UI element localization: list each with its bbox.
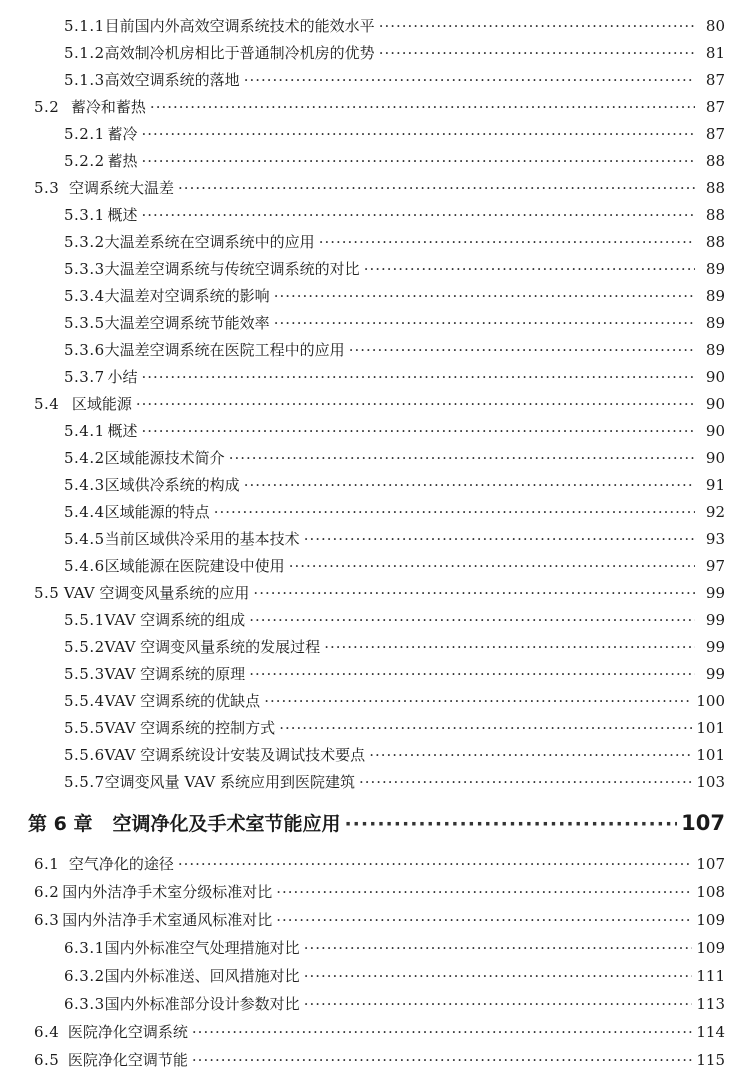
dot-leader (369, 741, 692, 769)
dot-leader (178, 850, 693, 878)
page-number: 111 (696, 967, 725, 985)
chapter-number: 第 6 章 (28, 813, 93, 835)
page-number: 99 (705, 584, 725, 602)
page-number: 99 (705, 665, 725, 683)
dot-leader (244, 471, 695, 499)
dot-leader (142, 201, 696, 229)
page-number: 91 (705, 476, 725, 494)
section-number: 5.1.3 (64, 71, 105, 89)
section-title: 大温差对空调系统的影响 (104, 287, 270, 305)
section-title: 区域能源技术简介 (104, 449, 225, 467)
toc-entry[interactable] (64, 498, 725, 526)
section-title: 国内外标准部分设计参数对比 (104, 995, 300, 1013)
section-number: 5.4.3 (64, 476, 105, 494)
chapter-heading[interactable] (28, 806, 725, 840)
toc-entry[interactable] (64, 525, 725, 553)
page-number: 90 (705, 449, 725, 467)
page-number: 114 (696, 1023, 725, 1041)
toc-entry[interactable] (64, 633, 725, 661)
dot-leader (249, 660, 695, 688)
section-number: 5.5 (34, 584, 60, 602)
section-title: VAV 空调系统的原理 (104, 665, 246, 683)
page-number: 89 (705, 341, 725, 359)
section-title: 当前区域供冷采用的基本技术 (104, 530, 300, 548)
section-title: 小结 (107, 368, 138, 386)
section-number: 6.3 (34, 911, 60, 929)
section-title: 国内外洁净手术室分级标准对比 (62, 883, 273, 901)
section-number: 5.5.2 (64, 638, 105, 656)
toc-entry[interactable] (64, 471, 725, 499)
section-title: 蓄热 (107, 152, 138, 170)
section-title: 空调系统大温差 (69, 179, 175, 197)
toc-entry[interactable] (64, 660, 725, 688)
toc-entry[interactable] (64, 444, 725, 472)
section-title: 大温差空调系统与传统空调系统的对比 (104, 260, 360, 278)
section-title: 国内外标准送、回风措施对比 (104, 967, 300, 985)
dot-leader (136, 390, 695, 418)
section-title: 医院净化空调系统 (67, 1023, 188, 1041)
dot-leader (304, 962, 693, 990)
section-title: 医院净化空调节能 (67, 1051, 188, 1069)
section-title: VAV 空调系统的优缺点 (104, 692, 261, 710)
toc-entry[interactable] (34, 878, 725, 906)
dot-leader (289, 552, 695, 580)
section-number: 5.3.3 (64, 260, 105, 278)
toc-entry[interactable] (34, 1046, 725, 1074)
dot-leader (304, 934, 693, 962)
section-title: 区域能源在医院建设中使用 (104, 557, 285, 575)
page-number: 88 (705, 179, 725, 197)
section-number: 5.2.1 (64, 125, 105, 143)
section-title: 大温差空调系统在医院工程中的应用 (104, 341, 345, 359)
dot-leader (253, 579, 695, 607)
section-number: 5.2 (34, 98, 60, 116)
dot-leader (359, 768, 692, 796)
page-number: 109 (696, 911, 725, 929)
page-number: 101 (696, 746, 725, 764)
toc-entry[interactable] (64, 741, 725, 769)
section-number: 6.1 (34, 855, 60, 873)
section-title: VAV 空调系统的组成 (104, 611, 246, 629)
toc-entry[interactable] (64, 39, 725, 67)
section-title: 区域供冷系统的构成 (104, 476, 240, 494)
toc-entry[interactable] (64, 255, 725, 283)
dot-leader (244, 66, 695, 94)
page-number: 115 (696, 1051, 725, 1069)
toc-entry[interactable] (64, 363, 725, 391)
page-number: 80 (705, 17, 725, 35)
toc-entry[interactable] (64, 687, 725, 715)
section-title: 国内外标准空气处理措施对比 (104, 939, 300, 957)
section-number: 6.5 (34, 1051, 60, 1069)
section-number: 5.4.2 (64, 449, 105, 467)
page-number: 89 (705, 314, 725, 332)
page-number: 109 (696, 939, 725, 957)
dot-leader (192, 1046, 692, 1074)
page-number: 90 (705, 395, 725, 413)
dot-leader (344, 807, 677, 841)
dot-leader (142, 147, 696, 175)
section-title: 概述 (107, 206, 138, 224)
dot-leader (276, 878, 692, 906)
dot-leader (229, 444, 695, 472)
toc-entry[interactable] (64, 66, 725, 94)
page-number: 108 (696, 883, 725, 901)
toc-entry[interactable] (64, 552, 725, 580)
page-number: 88 (705, 206, 725, 224)
toc-entry[interactable] (64, 417, 725, 445)
page-number: 89 (705, 260, 725, 278)
page-number: 97 (705, 557, 725, 575)
section-title: 蓄冷 (107, 125, 138, 143)
section-number: 5.5.5 (64, 719, 105, 737)
dot-leader (178, 174, 695, 202)
section-title: 空气净化的途径 (68, 855, 174, 873)
dot-leader (249, 606, 695, 634)
section-title: 概述 (107, 422, 138, 440)
dot-leader (304, 525, 695, 553)
dot-leader (150, 93, 695, 121)
page-number: 100 (696, 692, 725, 710)
page-number: 81 (705, 44, 725, 62)
section-number: 5.5.7 (64, 773, 105, 791)
section-title: 国内外洁净手术室通风标准对比 (62, 911, 273, 929)
section-title: VAV 空调系统设计安装及调试技术要点 (104, 746, 366, 764)
dot-leader (274, 309, 695, 337)
toc-entry[interactable] (64, 606, 725, 634)
section-number: 5.1.2 (64, 44, 105, 62)
toc-entry[interactable] (34, 174, 725, 202)
toc-entry[interactable] (64, 962, 725, 990)
section-number: 6.3.1 (64, 939, 105, 957)
page-number: 101 (696, 719, 725, 737)
chapter-title: 空调净化及手术室节能应用 (112, 813, 341, 835)
page-number: 90 (705, 422, 725, 440)
dot-leader (214, 498, 695, 526)
toc-entry[interactable] (34, 93, 725, 121)
page-number: 89 (705, 287, 725, 305)
section-title: VAV 空调变风量系统的发展过程 (104, 638, 321, 656)
page-number: 87 (705, 125, 725, 143)
section-number: 5.1.1 (64, 17, 105, 35)
toc-entry[interactable] (34, 1018, 725, 1046)
section-title: 蓄冷和蓄热 (70, 98, 146, 116)
page-number: 103 (696, 773, 725, 791)
page-number: 92 (705, 503, 725, 521)
dot-leader (142, 417, 696, 445)
toc-entry[interactable] (64, 336, 725, 364)
dot-leader (192, 1018, 692, 1046)
dot-leader (279, 714, 692, 742)
dot-leader (142, 363, 696, 391)
dot-leader (364, 255, 695, 283)
page-number: 107 (681, 811, 725, 835)
section-title: 目前国内外高效空调系统技术的能效水平 (104, 17, 375, 35)
section-title: VAV 空调系统的控制方式 (104, 719, 276, 737)
toc-entry[interactable] (64, 282, 725, 310)
toc-entry[interactable] (34, 579, 725, 607)
section-title: 高效制冷机房相比于普通制冷机房的优势 (104, 44, 375, 62)
toc-entry[interactable] (64, 714, 725, 742)
dot-leader (264, 687, 692, 715)
section-number: 6.3.3 (64, 995, 105, 1013)
section-number: 5.5.3 (64, 665, 105, 683)
toc-entry[interactable] (64, 120, 725, 148)
section-number: 6.2 (34, 883, 60, 901)
toc-entry[interactable] (64, 990, 725, 1018)
section-number: 6.3.2 (64, 967, 105, 985)
page-number: 90 (705, 368, 725, 386)
toc-entry[interactable] (64, 768, 725, 796)
toc-entry[interactable] (64, 12, 725, 40)
section-title: 大温差系统在空调系统中的应用 (104, 233, 315, 251)
toc-entry[interactable] (64, 147, 725, 175)
section-number: 5.3.1 (64, 206, 105, 224)
section-title: 区域能源 (71, 395, 132, 413)
toc-entry[interactable] (34, 906, 725, 934)
section-title: 区域能源的特点 (104, 503, 210, 521)
toc-entry[interactable] (64, 309, 725, 337)
toc-entry[interactable] (64, 201, 725, 229)
page-number: 99 (705, 638, 725, 656)
toc-entry[interactable] (64, 228, 725, 256)
page-number: 87 (705, 98, 725, 116)
section-number: 5.4.6 (64, 557, 105, 575)
section-number: 6.4 (34, 1023, 60, 1041)
page-number: 93 (705, 530, 725, 548)
dot-leader (379, 12, 695, 40)
dot-leader (324, 633, 695, 661)
section-number: 5.2.2 (64, 152, 105, 170)
page-number: 113 (696, 995, 725, 1013)
section-title: 大温差空调系统节能效率 (104, 314, 270, 332)
section-number: 5.4.5 (64, 530, 105, 548)
section-number: 5.3.5 (64, 314, 105, 332)
section-title: 空调变风量 VAV 系统应用到医院建筑 (104, 773, 355, 791)
dot-leader (304, 990, 693, 1018)
section-number: 5.3.2 (64, 233, 105, 251)
section-title: 高效空调系统的落地 (104, 71, 240, 89)
toc-entry[interactable] (34, 850, 725, 878)
toc-entry[interactable] (64, 934, 725, 962)
toc-entry[interactable] (34, 390, 725, 418)
section-number: 5.5.4 (64, 692, 105, 710)
section-number: 5.3.7 (64, 368, 105, 386)
page-number: 88 (705, 233, 725, 251)
section-number: 5.5.6 (64, 746, 105, 764)
dot-leader (142, 120, 696, 148)
section-number: 5.4.1 (64, 422, 105, 440)
section-number: 5.5.1 (64, 611, 105, 629)
dot-leader (379, 39, 695, 67)
section-number: 5.3.4 (64, 287, 105, 305)
page-number: 88 (705, 152, 725, 170)
dot-leader (274, 282, 695, 310)
section-number: 5.3.6 (64, 341, 105, 359)
dot-leader (319, 228, 695, 256)
dot-leader (276, 906, 692, 934)
page-number: 87 (705, 71, 725, 89)
section-number: 5.4 (34, 395, 60, 413)
page-number: 107 (696, 855, 725, 873)
page-number: 99 (705, 611, 725, 629)
section-title: VAV 空调变风量系统的应用 (63, 584, 250, 602)
section-number: 5.4.4 (64, 503, 105, 521)
section-number: 5.3 (34, 179, 60, 197)
dot-leader (349, 336, 695, 364)
